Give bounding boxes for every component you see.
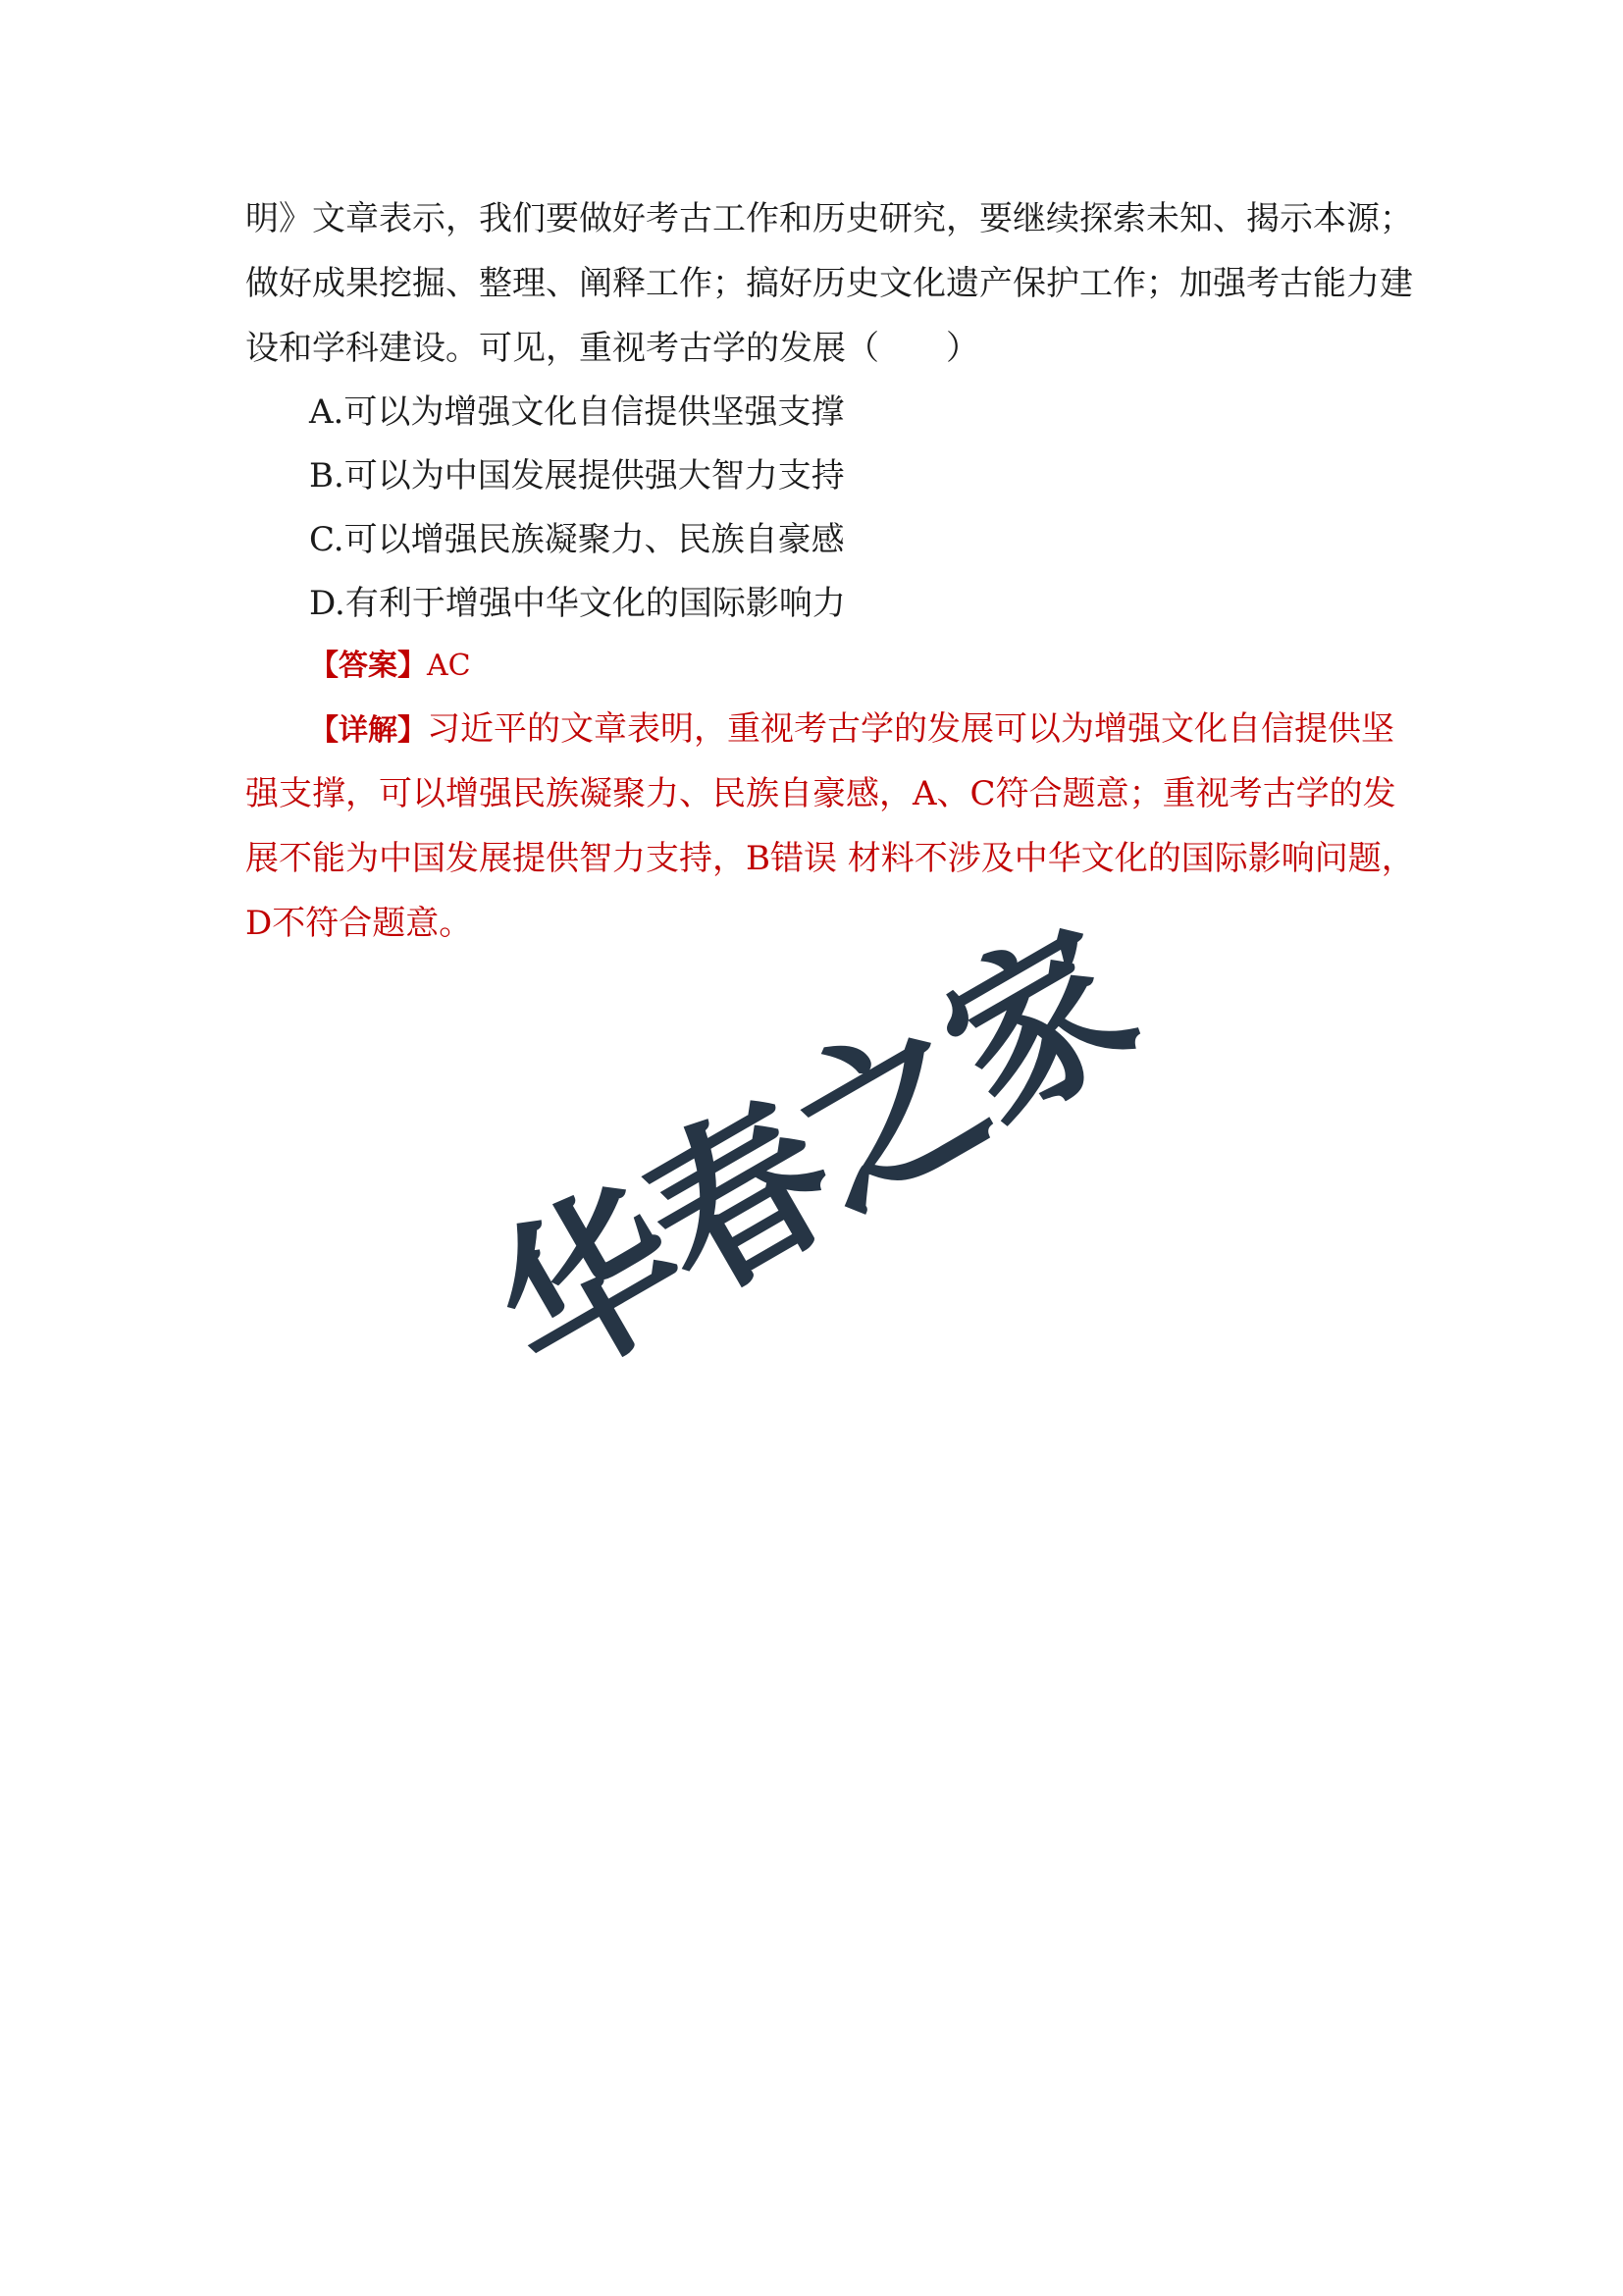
stem-line: 设和学科建设。可见，重视考古学的发展（ ） <box>245 329 979 368</box>
answer-tag: 【答案】 <box>309 649 427 683</box>
watermark-text: 华春之家 <box>463 896 1165 1420</box>
analysis-block <box>245 697 1415 956</box>
analysis-tag: 【详解】 <box>309 713 427 748</box>
analysis-line <box>245 697 1393 761</box>
question-block <box>245 186 1415 956</box>
options-list <box>309 381 1393 636</box>
question-stem <box>245 186 1413 381</box>
analysis-line: 展不能为中国发展提供智力支持，B错误 材料不涉及中华文化的国际影响问题， <box>245 839 1415 878</box>
option-b: B.可以为中国发展提供强大智力支持 <box>309 456 845 496</box>
analysis-text: 习近平的文章表明，重视考古学的发展可以为增强文化自信提供坚 <box>427 709 1394 749</box>
option-c: C.可以增强民族凝聚力、民族自豪感 <box>309 520 845 559</box>
stem-line: 做好成果挖掘、整理、阐释工作；搞好历史文化遗产保护工作；加强考古能力建 <box>245 264 1413 303</box>
stem-line: 明》文章表示，我们要做好考古工作和历史研究，要继续探索未知、揭示本源； <box>245 199 1413 238</box>
analysis-line: D不符合题意。 <box>245 904 473 943</box>
option-d: D.有利于增强中华文化的国际影响力 <box>309 584 846 623</box>
answer-line <box>309 636 1393 697</box>
option-a: A.可以为增强文化自信提供坚强支撑 <box>309 392 845 432</box>
analysis-line: 强支撑，可以增强民族凝聚力、民族自豪感，A、C符合题意；重视考古学的发 <box>245 774 1396 813</box>
answer-value: AC <box>427 649 471 683</box>
